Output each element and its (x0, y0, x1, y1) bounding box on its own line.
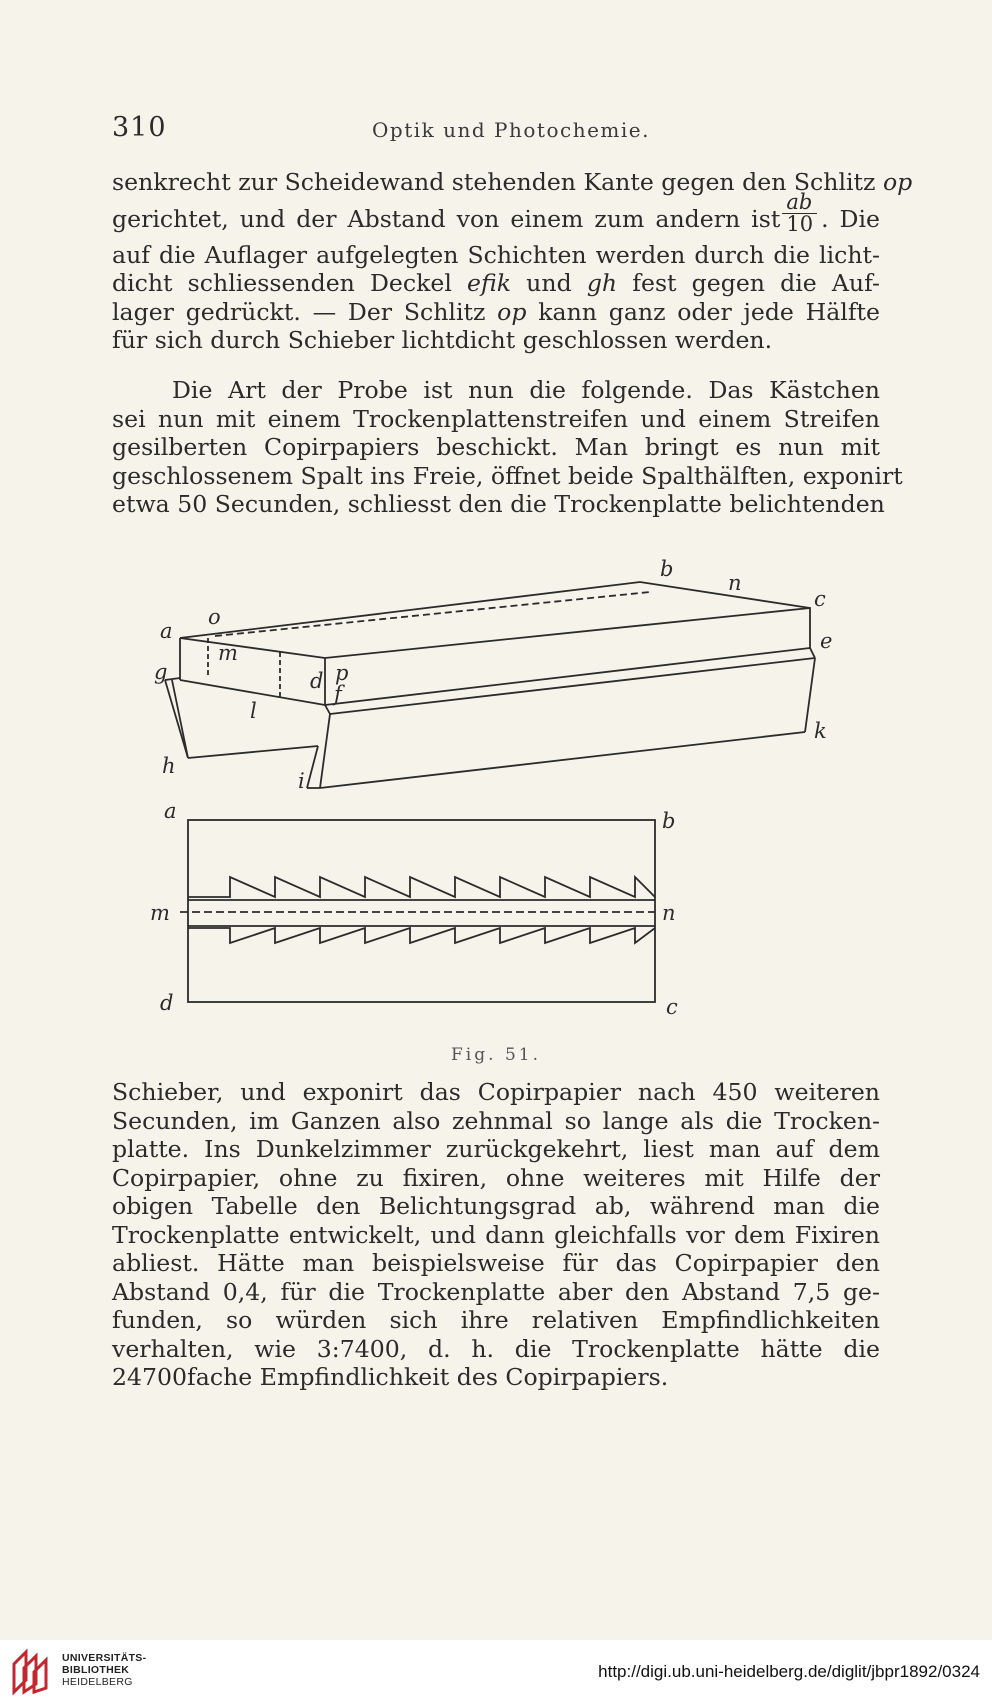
text-line: funden, so würden sich ihre relativen Empfindlichkeiten (112, 1306, 880, 1334)
label-e: e (820, 629, 833, 653)
library-footer (0, 1640, 992, 1702)
text-line: geschlossenem Spalt ins Freie, öffnet beide Spalthälften, exponirt (112, 461, 903, 490)
label-h: h (162, 754, 176, 778)
paragraph-3 (112, 1078, 880, 1392)
library-logo-icon (10, 1648, 54, 1696)
text-line: Abstand 0,4, für die Trockenplatte aber den Abstand 7,5 ge- (112, 1277, 880, 1306)
label-p: p (335, 661, 349, 685)
figure-caption: Fig. 51. (451, 1045, 541, 1065)
label-c: c (814, 587, 826, 611)
permalink-url[interactable]: http://digi.ub.uni-heidelberg.de/diglit/jbpr1892/0324 (598, 1662, 980, 1681)
text-line: Secunden, im Ganzen also zehnmal so lange als die Trocken- (112, 1106, 880, 1135)
text-line: Die Art der Probe ist nun die folgende. Das Kästchen (172, 376, 880, 404)
page-number: 310 (112, 112, 167, 143)
label-i: i (298, 769, 305, 793)
text-line: dicht schliessenden Deckel efik und gh fest gegen die Auf- (112, 269, 880, 297)
library-name (62, 1652, 146, 1688)
text-line: obigen Tabelle den Belichtungsgrad ab, während man die (112, 1192, 880, 1220)
box-drawing (165, 582, 815, 788)
label-f: f (334, 682, 342, 706)
figure-labels-top (154, 557, 832, 793)
text-line: für sich durch Schieber lichtdicht geschlossen werden. (112, 326, 773, 354)
figure-51 (150, 548, 850, 1088)
label-n2: n (662, 901, 676, 925)
label-m2: m (150, 901, 170, 925)
label-a2: a (164, 799, 177, 823)
label-n: n (728, 571, 742, 595)
text-line: platte. Ins Dunkelzimmer zurückgekehrt, liest man auf dem (112, 1135, 880, 1163)
label-d2: d (160, 991, 174, 1015)
text-line: lager gedrückt. — Der Schlitz op kann ganz oder jede Hälfte (112, 297, 881, 326)
library-name-line: HEIDELBERG (62, 1676, 133, 1688)
label-o: o (208, 605, 221, 629)
label-d: d (310, 669, 324, 693)
text-line: Trockenplatte entwickelt, und dann gleichfalls vor dem Fixiren (112, 1220, 880, 1249)
label-k: k (814, 719, 827, 743)
text-line: auf die Auflager aufgelegten Schichten werden durch die licht- (112, 240, 880, 269)
text-line: abliest. Hätte man beispielsweise für das Copirpapier den (112, 1249, 880, 1277)
label-l: l (250, 699, 257, 723)
paragraph-2 (112, 376, 903, 519)
text-line: etwa 50 Secunden, schliesst den die Trockenplatte belichtenden (112, 490, 885, 518)
text-line: Schieber, und exponirt das Copirpapier nach 450 weiteren (112, 1078, 880, 1106)
label-a: a (160, 619, 173, 643)
running-title: Optik und Photochemie. (372, 118, 650, 142)
library-name-line: BIBLIOTHEK (62, 1664, 130, 1676)
label-m: m (218, 641, 238, 665)
text-line: gesilberten Copirpapiers beschickt. Man bringt es nun mit (112, 433, 880, 461)
fraction: $\frac{ab}{10}$ (782, 192, 817, 235)
label-b2: b (662, 809, 676, 833)
label-b: b (660, 557, 674, 581)
text-line: Copirpapier, ohne zu fixiren, ohne weiteres mit Hilfe der (112, 1163, 880, 1192)
library-name-line: UNIVERSITÄTS- (62, 1652, 147, 1664)
label-g: g (154, 660, 168, 684)
label-c2: c (666, 995, 678, 1019)
text-line: sei nun mit einem Trockenplattenstreifen und einem Streifen (112, 404, 880, 433)
page-header (112, 112, 880, 148)
text-line: verhalten, wie 3:7400, d. h. die Trockenplatte hätte die (112, 1334, 880, 1363)
text-line: gerichtet, und der Abstand von einem zum andern ist $\frac{ab}{10}$ . Die (112, 189, 880, 236)
paragraph-1 (112, 168, 913, 355)
slit-plan-drawing (180, 820, 655, 1002)
figure-labels-bottom (150, 799, 678, 1019)
text-line: senkrecht zur Scheidewand stehenden Kante gegen den Schlitz op (112, 168, 913, 196)
text-line: 24700fache Empfindlichkeit des Copirpapiers. (112, 1363, 669, 1391)
